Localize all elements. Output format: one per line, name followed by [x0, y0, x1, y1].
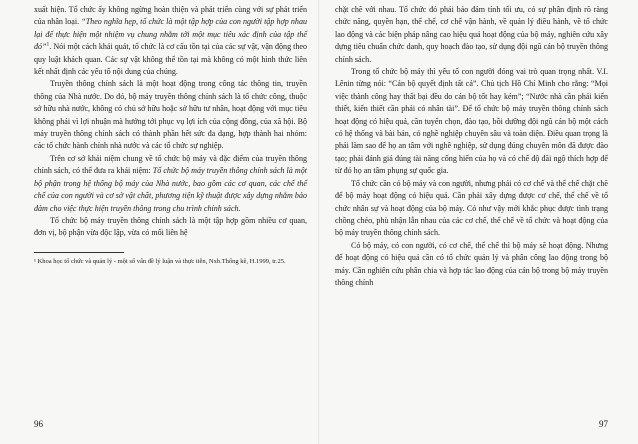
text-run: chặt chẽ với nhau. Tổ chức đó phải bảo đảm tính tối ưu, có sự phân định rõ ràng chức năng, quyền hạn, thể chế, cơ chế vận hành, về quản lý điều hành, về tổ chức lao động và các biện pháp nâng cao hiệu quả hoạt động của bộ máy, nghiên cứu xây dựng tiêu chuẩn chức danh, quy hoạch đào tạo, sử dụng đội ngũ cán bộ truyền thông chính sách.: [335, 5, 608, 64]
text-run: . Nói một cách khái quát, tổ chức là cơ cấu tồn tại của các sự vật, vận động theo quy luật khách quan. Các sự vật không thể tồn tại mà không có một hình thức liên kết nhất định các yếu tố nội dung của chúng.: [34, 42, 307, 77]
page-number-left: 96: [34, 418, 43, 429]
paragraph: [335, 178, 608, 240]
text-run: Tổ chức cần có bộ máy và con người, nhưng phải có cơ chế và thể chế chặt chẽ để bộ máy hoạt động có hiệu quả. Cần phải xây dựng được cơ chế, thể chế về tổ chức nhân sự và hoạt động của bộ máy. Có như vậy mới khắc phục được tình trạng chồng chéo, phù nhận lẫn nhau của các cơ chế, thể chế về tổ chức và hoạt động của bộ máy truyền thông chính sách.: [335, 178, 608, 238]
footnote-marker: 1: [46, 41, 50, 48]
paragraph: [34, 78, 307, 152]
text-run: Có bộ máy, có con người, có cơ chế, thể chế thì bộ máy sẽ hoạt động. Nhưng để hoạt động có hiệu quả cần có tổ chức quản lý và phân công lao động trong bộ máy. Cần nghiên cứu phân chia và hợp tác lao động của cán bộ trong bộ máy truyền thông chính: [335, 240, 608, 287]
left-page-body: [34, 4, 307, 240]
text-run: Trên cơ sở khái niệm chung về tổ chức bộ máy và đặc điểm của truyền thông chính sách, có thể đưa ra khái niệm:: [34, 153, 307, 176]
footnote: ¹ Khoa học tổ chức và quản lý - một số vấn đề lý luận và thực tiễn, Nxb.Thống kê, H.1999, tr.25.: [34, 257, 286, 265]
paragraph: [34, 215, 307, 240]
footnote-separator: [34, 252, 124, 253]
right-page-body: [335, 4, 608, 289]
text-run: xuất hiện. Tổ chức ấy không ngừng hoàn thiện và phát triển cùng với sự phát triển của nhân loại.: [34, 5, 307, 27]
paragraph: [335, 66, 608, 178]
italic-text: ”: [42, 42, 47, 52]
text-run: Trong tổ chức bộ máy thì yếu tố con người đóng vai trò quan trọng nhất. V.I. Lênin từng nói: “Cán bộ quyết định tất cả”. Chủ tịch Hồ Chí Minh cho rằng: “Mọi việc thành công hay thất bại đều do cán bộ tốt hay kém”; “Nước nhà cần phải kiến thiết, kiến thiết cần phải có nhân tài”. Để tổ chức bộ máy truyền thông chính sách hoạt động có hiệu quả, cần tuyển chọn, đào tạo, bồi dưỡng đội ngũ cán bộ một cách có hệ thống và bài bản, có nghề nghiệp chuyên sâu và toàn diện. Điều quan trọng là phải làm sao để họ an tâm với nghề nghiệp, sử dụng đúng chuyên môn đã được đào tạo; phải đánh giá đúng tài năng cống hiến của họ và có chế độ đãi ngộ thích hợp để từ đó họ an tâm phụng sự quốc gia.: [335, 67, 608, 176]
paragraph: [34, 4, 307, 78]
paragraph: [335, 240, 608, 290]
paragraph: [335, 4, 608, 66]
italic-text: Tổ chức bộ máy truyền thông chính sách là một bộ phận trong hệ thống bộ máy của Nhà nước, bao gồm các cơ quan, các chế thể chế của con người và cơ sở vật chất, phương tiện kỹ thuật được xây dựng nhằm bảo đảm cho việc thực hiện truyền thông trong chu trình chính sách.: [34, 166, 307, 213]
page-number-right: 97: [599, 418, 608, 429]
right-page: [319, 0, 638, 444]
text-run: Tổ chức bộ máy truyền thông chính sách là một tập hợp gồm nhiều cơ quan, đơn vị, bộ phận vừa độc lập, vừa có mối liên hệ: [34, 215, 307, 238]
italic-text: “Theo nghĩa hẹp, tổ chức là một tập hợp của con người tập hợp nhau lại để thực hiện một nhiệm vụ chung nhằm tới một mục tiêu xác định của tập thể đó: [34, 17, 308, 52]
text-run: Truyền thông chính sách là một hoạt động trong công tác thông tin, truyền thông của Nhà nước. Do đó, bộ máy truyền thông chính sách là tổ chức công, thuộc sở hữu nhà nước, không có chủ sở hữu hoặc sở hữu tư nhân, hoạt động với mục tiêu không phải vì lợi nhuận mà hướng tới phục vụ lợi ích của cộng đồng, của xã hội. Bộ máy truyền thông chính sách có thành phần hết sức đa dạng, hợp thành hai nhóm: các tổ chức hành chính nhà nước và các tổ chức sự nghiệp.: [34, 79, 307, 151]
paragraph: [34, 153, 307, 215]
